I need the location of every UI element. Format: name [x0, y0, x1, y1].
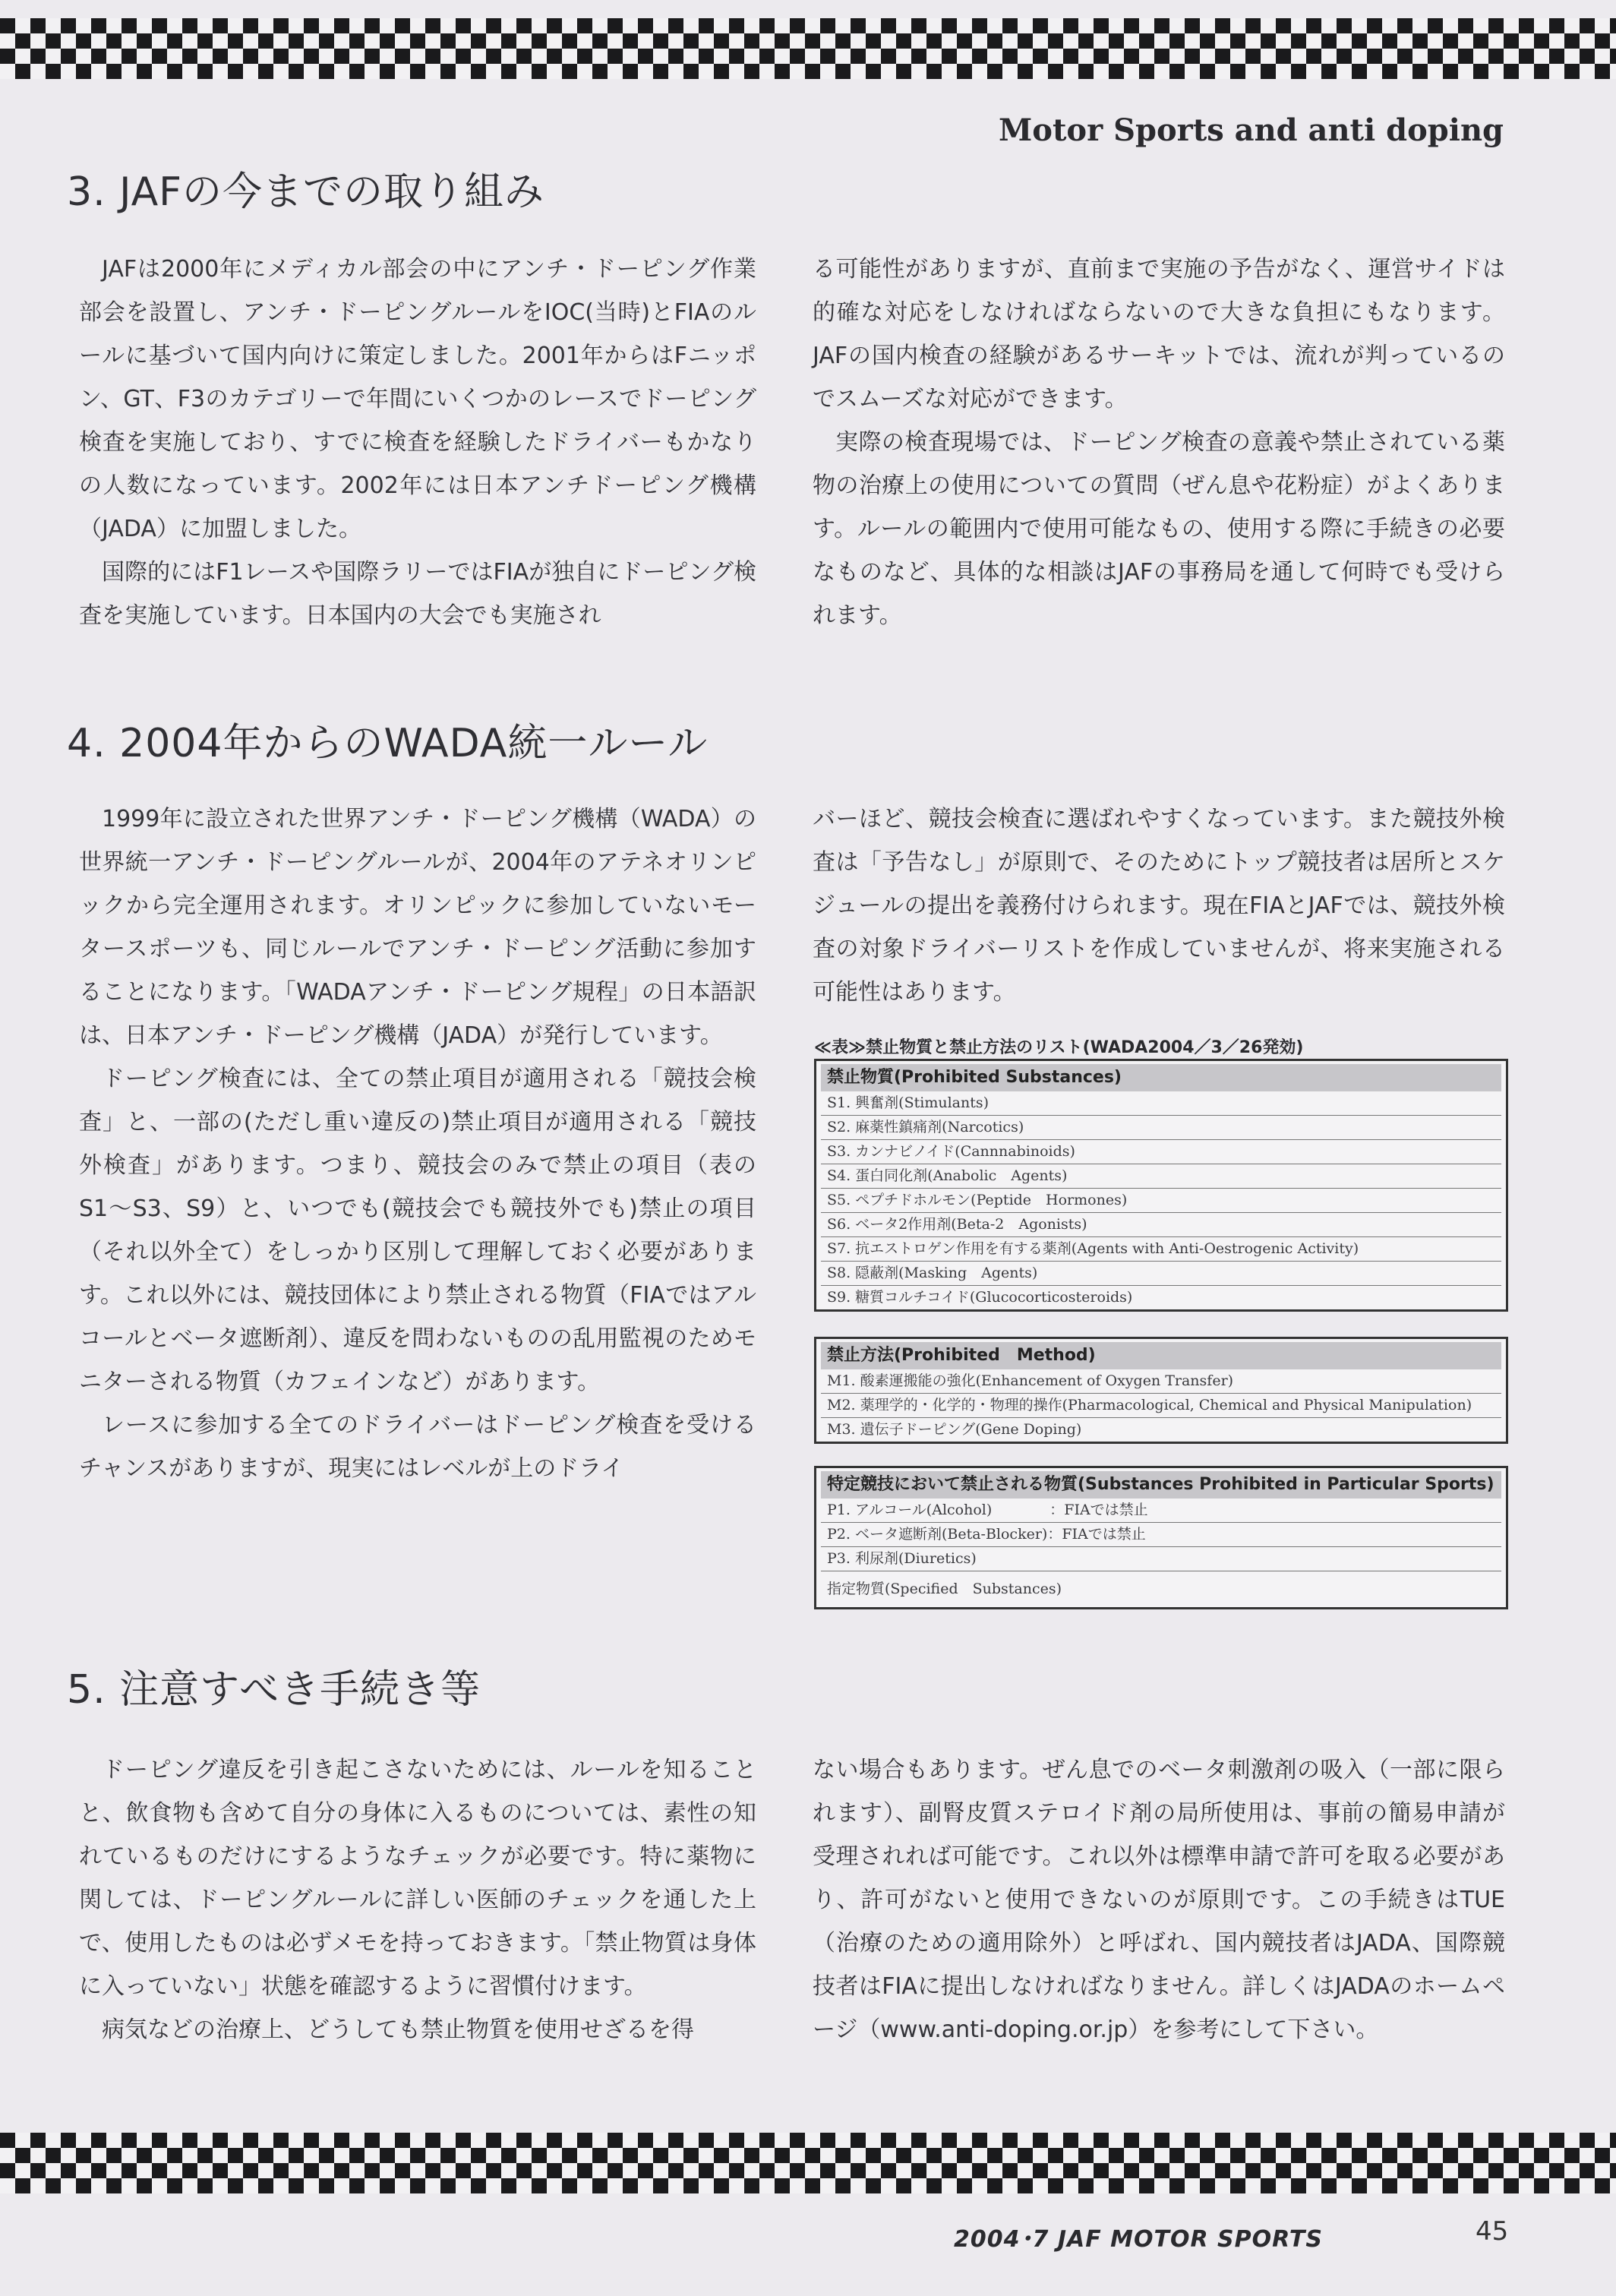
- table-title: ≪表≫禁止物質と禁止方法のリスト(WADA2004／3／26発効): [814, 1038, 1304, 1057]
- table-row: M3. 遺伝子ドーピング(Gene Doping): [827, 1421, 1082, 1438]
- table-row: M2. 薬理学的・化学的・物理的操作(Pharmacological, Chemical and Physical Manipulation): [821, 1394, 1501, 1418]
- paragraph: 実際の検査現場では、ドーピング検査の意義や禁止されている薬物の治療上の使用についての質問（ぜん息や花粉症）がよくあります。ルールの範囲内で使用可能なもの、使用する際に手続きの必要なものなど、具体的な相談はJAFの事務局を通して何時でも受けられます。: [813, 429, 1505, 629]
- table-row: P2. ベータ遮断剤(Beta-Blocker)：FIAでは禁止: [821, 1523, 1501, 1547]
- table-row: S6. ベータ2作用剤(Beta-2 Agonists): [821, 1213, 1501, 1237]
- table-row: S1. 興奮剤(Stimulants): [821, 1091, 1501, 1116]
- paragraph: ドーピング違反を引き起こさないためには、ルールを知ることと、飲食物も含めて自分の身体に入るものについては、素性の知れているものだけにするようなチェックが必要です。特に薬物に関しては、ドーピングルールに詳しい医師のチェックを通した上で、使用したものは必ずメモを持っておきます。「禁止物質は身体に入っていない」状態を確認するように習慣付けます。: [79, 1757, 756, 2000]
- table-row: S4. 蛋白同化剤(Anabolic Agents): [821, 1164, 1501, 1189]
- heading-section-5: 5. 注意すべき手続き等: [67, 1667, 481, 1713]
- section-3-right-column: [813, 248, 1505, 637]
- section-4-right-column: [813, 797, 1505, 1014]
- page-number: 45: [1476, 2216, 1509, 2247]
- box-header: 特定競技において禁止される物質(Substances Prohibited in Particular Sports): [821, 1471, 1501, 1499]
- table-row: M1. 酸素運搬能の強化(Enhancement of Oxygen Transfer): [821, 1369, 1501, 1394]
- paragraph: る可能性がありますが、直前まで実施の予告がなく、運営サイドは的確な対応をしなければならないので大きな負担にもなります。JAFの国内検査の経験があるサーキットでは、流れが判っているのでスムーズな対応ができます。: [813, 256, 1505, 412]
- table-row: S8. 隠蔽剤(Masking Agents): [821, 1262, 1501, 1286]
- paragraph: バーほど、競技会検査に選ばれやすくなっています。また競技外検査は「予告なし」が原則で、そのためにトップ競技者は居所とスケジュールの提出を義務付けられます。現在FIAとJAFでは、競技外検査の対象ドライバーリストを作成していませんが、将来実施される可能性はあります。: [813, 806, 1505, 1006]
- prohibited-methods-box: [814, 1337, 1508, 1444]
- table-row: S5. ペプチドホルモン(Peptide Hormones): [821, 1189, 1501, 1213]
- box-header: 禁止物質(Prohibited Substances): [821, 1064, 1501, 1091]
- paragraph: JAFは2000年にメディカル部会の中にアンチ・ドーピング作業部会を設置し、アンチ・ドーピングルールをIOC(当時)とFIAのルールに基づいて国内向けに策定しました。2001年からはFニッポン、GT、F3のカテゴリーで年間にいくつかのレースでドーピング検査を実施しており、すでに検査を経験したドライバーもかなりの人数になっています。2002年には日本アンチドーピング機構（JADA）に加盟しました。: [79, 256, 756, 542]
- sport-specific-substances-box: [814, 1466, 1508, 1609]
- paragraph: 国際的にはF1レースや国際ラリーではFIAが独自にドーピング検査を実施しています。日本国内の大会でも実施され: [79, 559, 756, 629]
- publication-footer: 2004･7 JAF MOTOR SPORTS: [954, 2226, 1323, 2253]
- section-5-left-column: [79, 1748, 756, 2051]
- table-row: P1. アルコール(Alcohol) ：FIAでは禁止: [821, 1499, 1501, 1523]
- paragraph: 1999年に設立された世界アンチ・ドーピング機構（WADA）の世界統一アンチ・ドーピングルールが、2004年のアテネオリンピックから完全運用されます。オリンピックに参加していないモータースポーツも、同じルールでアンチ・ドーピング活動に参加することになります。「WADAアンチ・ドーピング規程」の日本語訳は、日本アンチ・ドーピング機構（JADA）が発行しています。: [79, 806, 756, 1049]
- heading-section-3: 3. JAFの今までの取り組み: [67, 169, 545, 215]
- checkered-border-top: [0, 18, 1616, 79]
- table-row: 指定物質(Specified Substances): [827, 1581, 1062, 1597]
- heading-section-4: 4. 2004年からのWADA統一ルール: [67, 721, 709, 766]
- box-header: 禁止方法(Prohibited Method): [821, 1342, 1501, 1369]
- section-3-left-column: [79, 248, 756, 637]
- table-row: S2. 麻薬性鎮痛剤(Narcotics): [821, 1116, 1501, 1140]
- section-header: Motor Sports and anti doping: [999, 112, 1504, 148]
- paragraph: ドーピング検査には、全ての禁止項目が適用される「競技会検査」と、一部の(ただし重い違反の)禁止項目が適用される「競技外検査」があります。つまり、競技会のみで禁止の項目（表のS1〜S3、S9）と、いつでも(競技会でも競技外でも)禁止の項目（それ以外全て）をしっかり区別して理解しておく必要があります。これ以外には、競技団体により禁止される物質（FIAではアルコールとベータ遮断剤）、違反を問わないものの乱用監視のためモニターされる物質（カフェインなど）があります。: [79, 1066, 756, 1395]
- paragraph: 病気などの治療上、どうしても禁止物質を使用せざるを得: [102, 2017, 694, 2043]
- checkered-border-bottom: [0, 2133, 1616, 2193]
- paragraph: ない場合もあります。ぜん息でのベータ刺激剤の吸入（一部に限られます）、副腎皮質ステロイド剤の局所使用は、事前の簡易申請が受理されれば可能です。これ以外は標準申請で許可を取る必要があり、許可がないと使用できないのが原則です。この手続きはTUE（治療のための適用除外）と呼ばれ、国内競技者はJADA、国際競技者はFIAに提出しなければなりません。詳しくはJADAのホームページ（www.anti-doping.or.jp）を参考にして下さい。: [813, 1757, 1505, 2043]
- section-5-right-column: [813, 1748, 1505, 2051]
- section-4-left-column: [79, 797, 756, 1490]
- table-row: P3. 利尿剤(Diuretics): [821, 1547, 1501, 1571]
- prohibited-substances-box: [814, 1059, 1508, 1312]
- table-row: S9. 糖質コルチコイド(Glucocorticosteroids): [827, 1289, 1133, 1306]
- paragraph: レースに参加する全てのドライバーはドーピング検査を受けるチャンスがありますが、現実にはレベルが上のドライ: [79, 1412, 756, 1482]
- table-row: S3. カンナビノイド(Cannnabinoids): [821, 1140, 1501, 1164]
- table-row: S7. 抗エストロゲン作用を有する薬剤(Agents with Anti-Oestrogenic Activity): [821, 1237, 1501, 1262]
